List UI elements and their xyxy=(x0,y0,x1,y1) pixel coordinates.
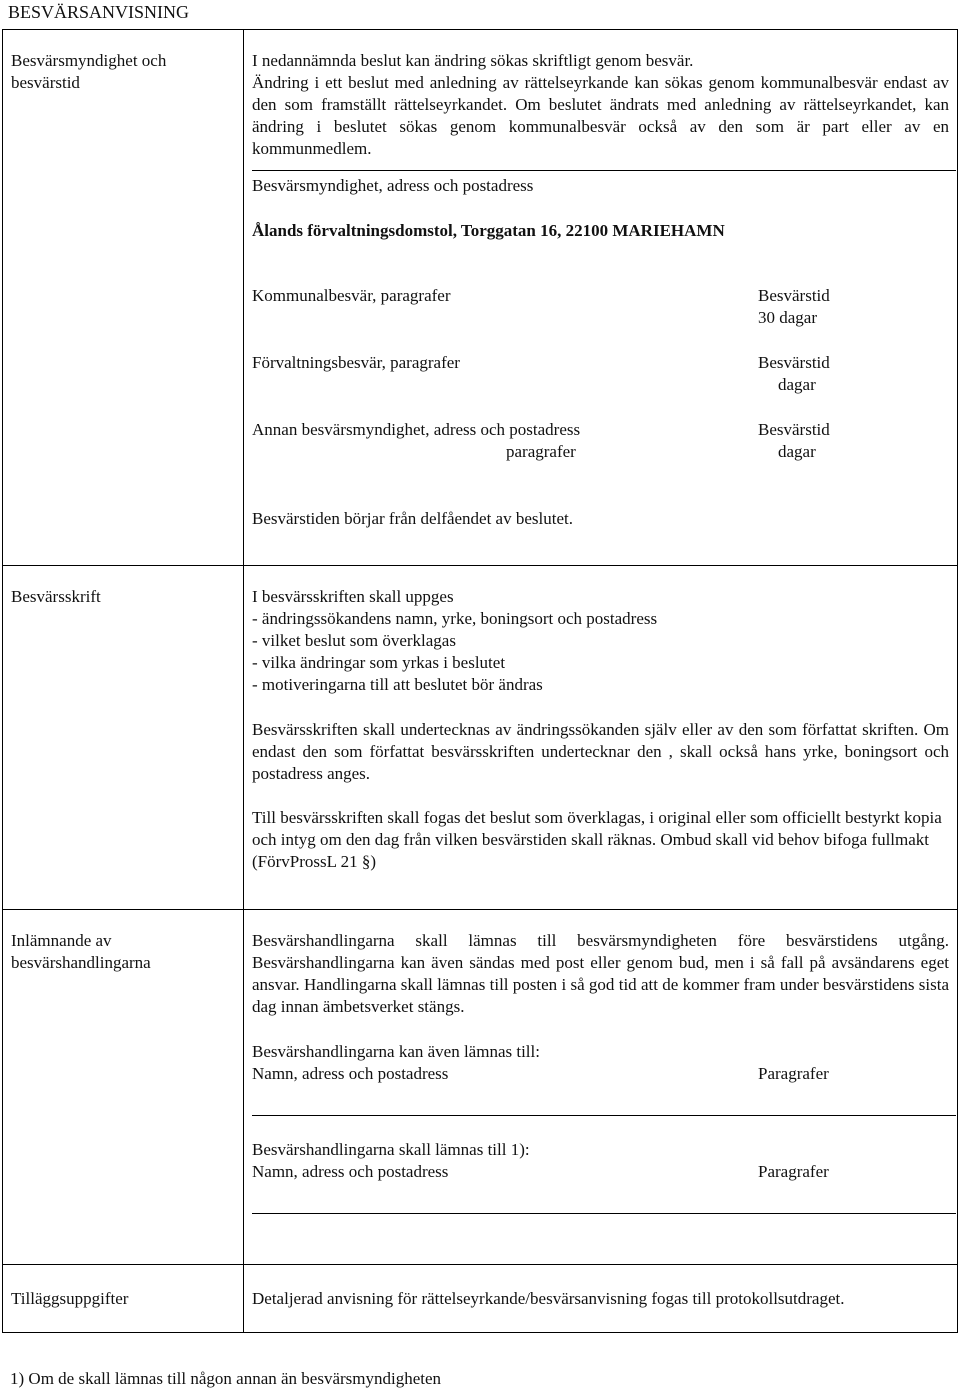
alt-recipient-row xyxy=(252,1063,949,1085)
intro-line: I nedannämnda beslut kan ändring sökas skriftligt genom besvär. xyxy=(252,51,694,70)
signature-paragraph: Besvärsskriften skall undertecknas av ändringssökanden själv eller av den som författat skriften. Om endast den som författat besvärsskriften undertecknar den , skall också hans yrke, boningsort och postadress anges. xyxy=(252,720,949,783)
authority-caption: Besvärsmyndighet, adress och postadress xyxy=(252,176,534,195)
required-recipient-heading: Besvärshandlingarna skall lämnas till 1): xyxy=(252,1140,530,1159)
appeal-form-table xyxy=(2,29,958,1333)
alt-recipient-line xyxy=(252,1115,956,1116)
requirement-item: - ändringssökandens namn, yrke, boningsort och postadress xyxy=(252,609,658,628)
additional-info-text: Detaljerad anvisning för rättelseyrkande/besvärsanvisning fogas till protokollsutdraget. xyxy=(244,1265,958,1333)
appeal-time-start-note: Besvärstiden börjar från delfåendet av beslutet. xyxy=(252,509,573,528)
section-content-authority xyxy=(244,30,958,566)
required-recipient-paragraphs-label: Paragrafer xyxy=(758,1162,829,1181)
appeal-time-label: Besvärstid xyxy=(758,420,830,439)
appeal-paragraphs-label: paragrafer xyxy=(506,442,576,461)
section-appeal-document-row xyxy=(3,566,958,910)
section-submission-row xyxy=(3,910,958,1265)
appeal-type-label: Annan besvärsmyndighet, adress och postadress xyxy=(252,420,581,439)
appeal-time-value: dagar xyxy=(778,375,816,394)
appeal-row-municipal xyxy=(252,285,949,329)
requirement-item: - vilket beslut som överklagas xyxy=(252,631,456,650)
authority-value: Ålands förvaltningsdomstol, Torggatan 16, 22100 MARIEHAMN xyxy=(252,221,725,240)
document-title: BESVÄRSANVISNING xyxy=(8,2,190,22)
appeal-type-label: Förvaltningsbesvär, paragrafer xyxy=(252,353,460,372)
submission-paragraph: Besvärshandlingarna skall lämnas till besvärsmyndigheten före besvärstidens utgång. Besvärshandlingarna kan även sändas med post eller genom bud, men i så fall på avsändarens eget ansvar. Handlingarna skall lämnas till posten i så god tid att de kommer fram under besvärstidens sista dag innan ämbetsverket stängs. xyxy=(252,931,949,1016)
divider-line xyxy=(252,170,956,171)
appeal-time-value: 30 dagar xyxy=(758,308,818,327)
alt-recipient-name-label: Namn, adress och postadress xyxy=(252,1064,449,1083)
rectification-paragraph: Ändring i ett beslut med anledning av rättelseyrkande kan sökas genom kommunalbesvär endast av den som framställt rättelseyrkandet. Om beslutet ändrats med anledning av rättelseyrkandet, kan ändring i beslutet sökas genom kommunalbesvär också av den som är part eller av en kommunmedlem. xyxy=(252,73,949,158)
appeal-time-value: dagar xyxy=(778,442,816,461)
section-label-additional: Tilläggsuppgifter xyxy=(3,1265,244,1333)
footnote: 1) Om de skall lämnas till någon annan än besvärsmyndigheten xyxy=(10,1369,442,1388)
appeal-row-other xyxy=(252,419,949,463)
section-content-submission xyxy=(244,910,958,1265)
section-label-submission: Inlämnande av besvärshandlingarna xyxy=(3,910,244,1265)
requirement-item: - vilka ändringar som yrkas i beslutet xyxy=(252,653,506,672)
appeal-time-label: Besvärstid xyxy=(758,353,830,372)
appeal-type-label: Kommunalbesvär, paragrafer xyxy=(252,286,451,305)
alt-recipient-heading: Besvärshandlingarna kan även lämnas till: xyxy=(252,1042,540,1061)
required-recipient-line xyxy=(252,1213,956,1214)
alt-recipient-paragraphs-label: Paragrafer xyxy=(758,1064,829,1083)
required-recipient-name-label: Namn, adress och postadress xyxy=(252,1162,449,1181)
section-content-appeal-document xyxy=(244,566,958,910)
requirement-item: - motiveringarna till att beslutet bör ändras xyxy=(252,675,543,694)
appeal-time-label: Besvärstid xyxy=(758,286,830,305)
required-recipient-row xyxy=(252,1161,949,1183)
attachments-paragraph: Till besvärsskriften skall fogas det beslut som överklagas, i original eller som officiellt bestyrkt kopia och intyg om den dag från vilken besvärstiden skall räknas. Ombud skall vid behov bifoga fullmakt (FörvProssL 21 §) xyxy=(252,808,942,871)
appeal-document-intro: I besvärsskriften skall uppges xyxy=(252,587,454,606)
section-label-appeal-document: Besvärsskrift xyxy=(3,566,244,910)
section-authority-row xyxy=(3,30,958,566)
section-additional-row xyxy=(3,1265,958,1333)
section-label-authority: Besvärsmyndighet och besvärstid xyxy=(3,30,244,566)
appeal-row-administrative xyxy=(252,352,949,396)
